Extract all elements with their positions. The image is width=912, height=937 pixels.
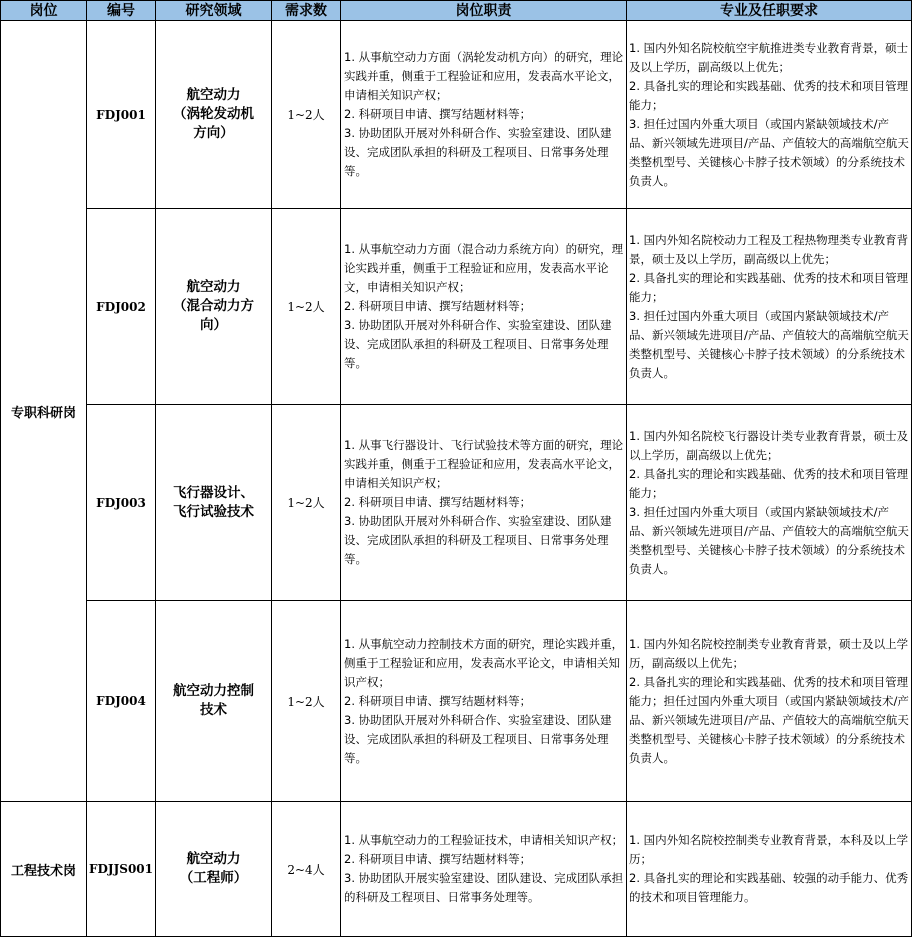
header-count: 需求数	[272, 1, 341, 21]
requirements-text: 1. 国内外知名院校控制类专业教育背景，本科及以上学历； 2. 具备扎实的理论和实践基础、较强的动手能力、优秀的技术和项目管理能力。	[627, 802, 912, 937]
position-code: FDJ003	[87, 405, 156, 601]
headcount: 1~2人	[272, 601, 341, 802]
table-row	[1, 802, 912, 937]
requirements-text: 1. 国内外知名院校控制类专业教育背景，硕士及以上学历，副高级以上优先； 2. 具备扎实的理论和实践基础、优秀的技术和项目管理能力；担任过国内外重大项目（或国内紧缺领域技术/产品、新兴领域先进项目/产品、产值较大的高端航空航天类整机型号、关键核心卡脖子技术领域）的分系统技术负责人。	[627, 601, 912, 802]
header-code: 编号	[87, 1, 156, 21]
requirements-text: 1. 国内外知名院校航空宇航推进类专业教育背景，硕士及以上学历，副高级以上优先； 2. 具备扎实的理论和实践基础、优秀的技术和项目管理能力； 3. 担任过国内外重大项目（或国内紧缺领域技术/产品、新兴领域先进项目/产品、产值较大的高端航空航天类整机型号、关键核心卡脖子技术领域）的分系统技术负责人。	[627, 21, 912, 209]
table-row	[1, 21, 912, 209]
header-duties: 岗位职责	[341, 1, 627, 21]
research-area: 航空动力控制 技术	[156, 601, 272, 802]
table-row	[1, 405, 912, 601]
position-code: FDJ004	[87, 601, 156, 802]
duties-text: 1. 从事航空动力方面（混合动力系统方向）的研究，理论实践并重，侧重于工程验证和应用，发表高水平论文，申请相关知识产权； 2. 科研项目申请、撰写结题材料等； 3. 协助团队开展对外科研合作、实验室建设、团队建设、完成团队承担的科研及工程项目、日常事务处理等。	[341, 209, 627, 405]
duties-text: 1. 从事航空动力控制技术方面的研究，理论实践并重，侧重于工程验证和应用，发表高水平论文，申请相关知识产权； 2. 科研项目申请、撰写结题材料等； 3. 协助团队开展对外科研合作、实验室建设、团队建设、完成团队承担的科研及工程项目、日常事务处理等。	[341, 601, 627, 802]
header-research-area: 研究领域	[156, 1, 272, 21]
category-engineering: 工程技术岗	[1, 802, 87, 937]
duties-text: 1. 从事飞行器设计、飞行试验技术等方面的研究，理论实践并重，侧重于工程验证和应用，发表高水平论文，申请相关知识产权； 2. 科研项目申请、撰写结题材料等； 3. 协助团队开展对外科研合作、实验室建设、团队建设、完成团队承担的科研及工程项目、日常事务处理等。	[341, 405, 627, 601]
headcount: 1~2人	[272, 21, 341, 209]
requirements-text: 1. 国内外知名院校飞行器设计类专业教育背景，硕士及以上学历，副高级以上优先； 2. 具备扎实的理论和实践基础、优秀的技术和项目管理能力； 3. 担任过国内外重大项目（或国内紧缺领域技术/产品、新兴领域先进项目/产品、产值较大的高端航空航天类整机型号、关键核心卡脖子技术领域）的分系统技术负责人。	[627, 405, 912, 601]
header-requirements: 专业及任职要求	[627, 1, 912, 21]
requirements-text: 1. 国内外知名院校动力工程及工程热物理类专业教育背景，硕士及以上学历，副高级以上优先； 2. 具备扎实的理论和实践基础、优秀的技术和项目管理能力； 3. 担任过国内外重大项目（或国内紧缺领域技术/产品、新兴领域先进项目/产品、产值较大的高端航空航天类整机型号、关键核心卡脖子技术领域）的分系统技术负责人。	[627, 209, 912, 405]
research-area: 航空动力 （工程师）	[156, 802, 272, 937]
headcount: 2~4人	[272, 802, 341, 937]
header-position: 岗位	[1, 1, 87, 21]
position-code: FDJ002	[87, 209, 156, 405]
headcount: 1~2人	[272, 405, 341, 601]
headcount: 1~2人	[272, 209, 341, 405]
category-research: 专职科研岗	[1, 21, 87, 802]
research-area: 航空动力 （涡轮发动机 方向）	[156, 21, 272, 209]
position-code: FDJ001	[87, 21, 156, 209]
research-area: 航空动力 （混合动力方 向）	[156, 209, 272, 405]
table-row	[1, 209, 912, 405]
duties-text: 1. 从事航空动力方面（涡轮发动机方向）的研究，理论实践并重，侧重于工程验证和应用，发表高水平论文，申请相关知识产权； 2. 科研项目申请、撰写结题材料等； 3. 协助团队开展对外科研合作、实验室建设、团队建设、完成团队承担的科研及工程项目、日常事务处理等。	[341, 21, 627, 209]
duties-text: 1. 从事航空动力的工程验证技术，申请相关知识产权； 2. 科研项目申请、撰写结题材料等； 3. 协助团队开展实验室建设、团队建设、完成团队承担的科研及工程项目、日常事务处理等。	[341, 802, 627, 937]
research-area: 飞行器设计、 飞行试验技术	[156, 405, 272, 601]
table-row	[1, 601, 912, 802]
position-code: FDJJS001	[87, 802, 156, 937]
header-row	[1, 1, 912, 21]
